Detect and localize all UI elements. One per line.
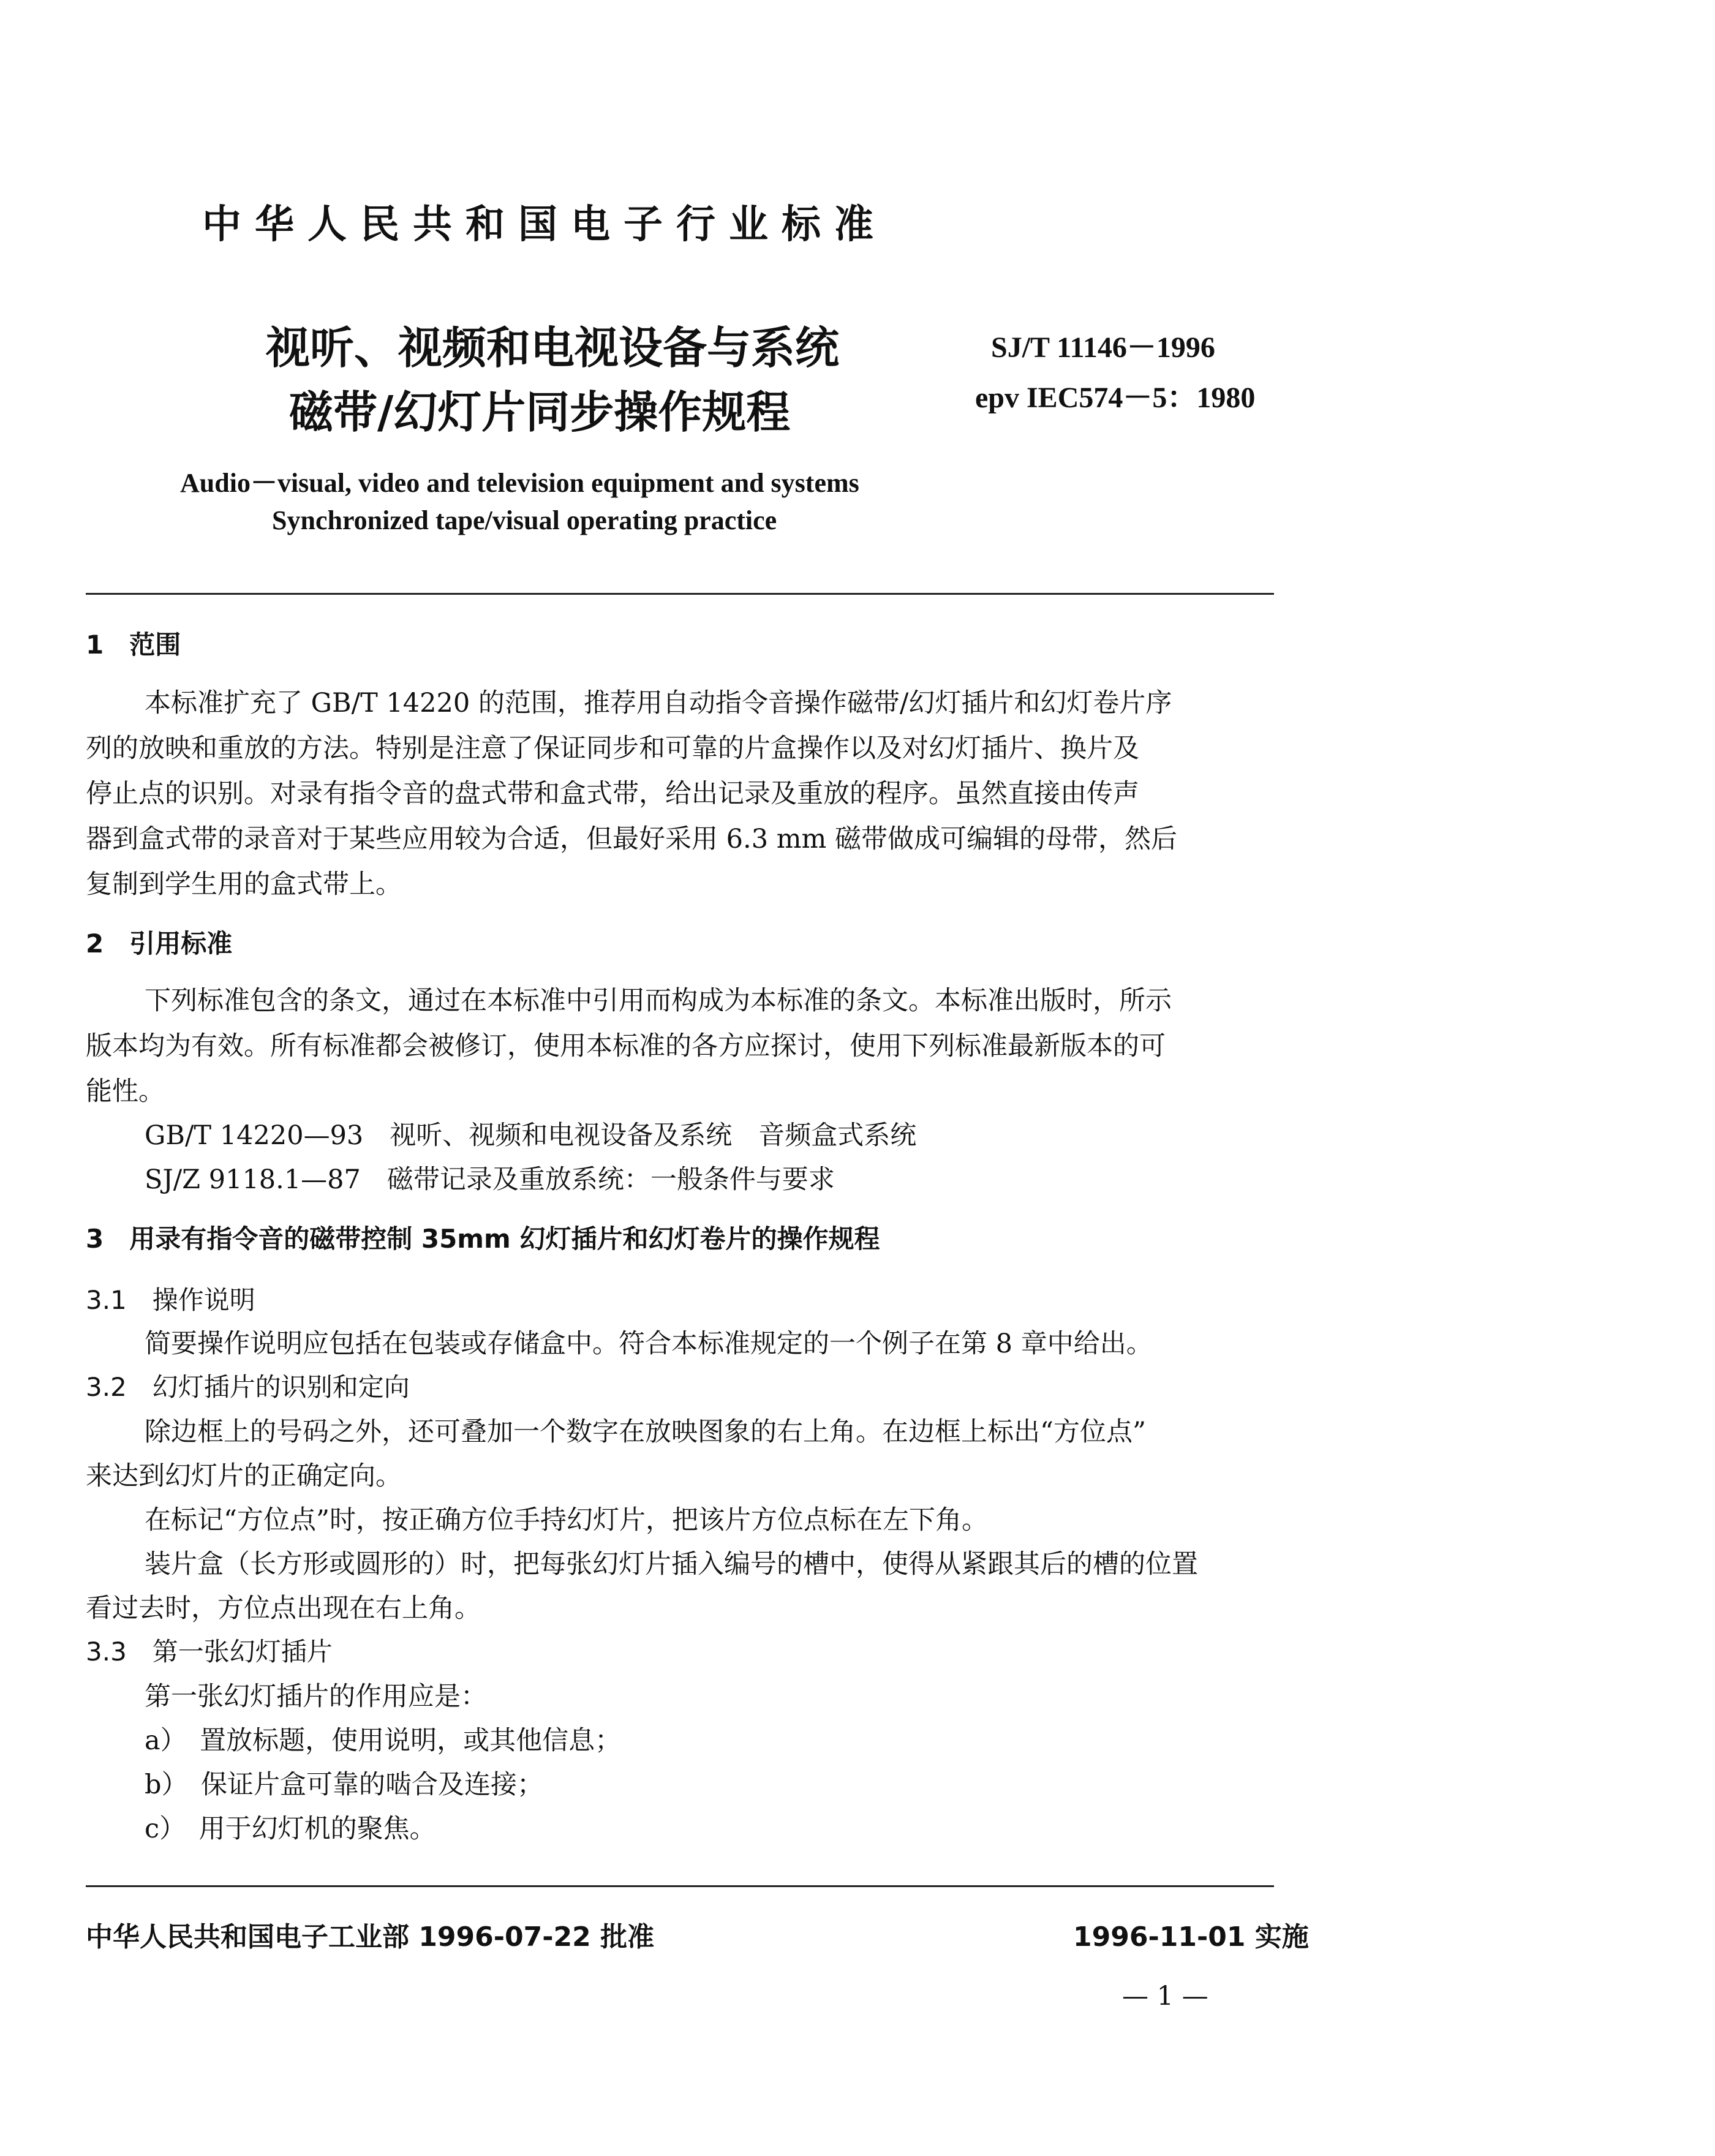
- page-number: — 1 —: [1122, 1981, 1208, 2011]
- document-header: 中华人民共和国电子行业标准: [202, 202, 887, 247]
- effective-date: 1996-11-01 实施: [1073, 1921, 1309, 1953]
- paragraph-line: 在标记“方位点”时，按正确方位手持幻灯片，把该片方位点标在左下角。: [145, 1505, 988, 1536]
- section-3-heading: 3 用录有指令音的磁带控制 35mm 幻灯插片和幻灯卷片的操作规程: [86, 1224, 880, 1254]
- reference-item: SJ/Z 9118.1—87 磁带记录及重放系统：一般条件与要求: [145, 1164, 835, 1195]
- english-title-line-1: Audio－visual, video and television equipment and systems: [180, 468, 859, 498]
- document-title-line-2: 磁带/幻灯片同步操作规程: [289, 386, 791, 438]
- paragraph-line: 本标准扩充了 GB/T 14220 的范围，推荐用自动指令音操作磁带/幻灯插片和幻灯卷片序: [145, 688, 1172, 718]
- english-title-line-2: Synchronized tape/visual operating practice: [272, 505, 777, 535]
- list-item: a） 置放标题，使用说明，或其他信息；: [145, 1725, 622, 1756]
- footer-divider: [86, 1885, 1274, 1887]
- paragraph-line: 简要操作说明应包括在包装或存储盒中。符合本标准规定的一个例子在第 8 章中给出。: [145, 1329, 1153, 1359]
- standard-number: SJ/T 11146－1996: [991, 331, 1215, 364]
- section-3-2-heading: 3.2 幻灯插片的识别和定向: [86, 1372, 410, 1402]
- section-2-heading: 2 引用标准: [86, 929, 233, 959]
- standard-equivalent: epv IEC574－5：1980: [975, 382, 1256, 414]
- header-divider: [86, 593, 1274, 595]
- paragraph-line: 能性。: [86, 1076, 165, 1107]
- list-item: b） 保证片盒可靠的啮合及连接；: [145, 1770, 544, 1800]
- section-1-heading: 1 范围: [86, 630, 181, 660]
- section-3-1-heading: 3.1 操作说明: [86, 1285, 255, 1315]
- paragraph-line: 停止点的识别。对录有指令音的盘式带和盒式带，给出记录及重放的程序。虽然直接由传声: [86, 778, 1139, 809]
- section-3-3-heading: 3.3 第一张幻灯插片: [86, 1637, 333, 1667]
- document-title-line-1: 视听、视频和电视设备与系统: [266, 322, 840, 374]
- paragraph-line: 器到盒式带的录音对于某些应用较为合适，但最好采用 6.3 mm 磁带做成可编辑的母带，然后: [86, 824, 1177, 854]
- paragraph-line: 来达到幻灯片的正确定向。: [86, 1461, 402, 1491]
- paragraph-line: 看过去时，方位点出现在右上角。: [86, 1593, 481, 1624]
- paragraph-line: 除边框上的号码之外，还可叠加一个数字在放映图象的右上角。在边框上标出“方位点”: [145, 1417, 1146, 1447]
- paragraph-line: 装片盒（长方形或圆形的）时，把每张幻灯片插入编号的槽中，使得从紧跟其后的槽的位置: [145, 1549, 1198, 1580]
- paragraph-line: 版本均为有效。所有标准都会被修订，使用本标准的各方应探讨，使用下列标准最新版本的可: [86, 1031, 1166, 1061]
- paragraph-line: 第一张幻灯插片的作用应是：: [145, 1681, 487, 1712]
- paragraph-line: 列的放映和重放的方法。特别是注意了保证同步和可靠的片盒操作以及对幻灯插片、换片及: [86, 733, 1139, 764]
- paragraph-line: 下列标准包含的条文，通过在本标准中引用而构成为本标准的条文。本标准出版时，所示: [145, 986, 1172, 1016]
- list-item: c） 用于幻灯机的聚焦。: [145, 1814, 436, 1844]
- approval-info: 中华人民共和国电子工业部 1996-07-22 批准: [86, 1921, 655, 1953]
- paragraph-line: 复制到学生用的盒式带上。: [86, 869, 402, 900]
- reference-item: GB/T 14220—93 视听、视频和电视设备及系统 音频盒式系统: [145, 1120, 917, 1151]
